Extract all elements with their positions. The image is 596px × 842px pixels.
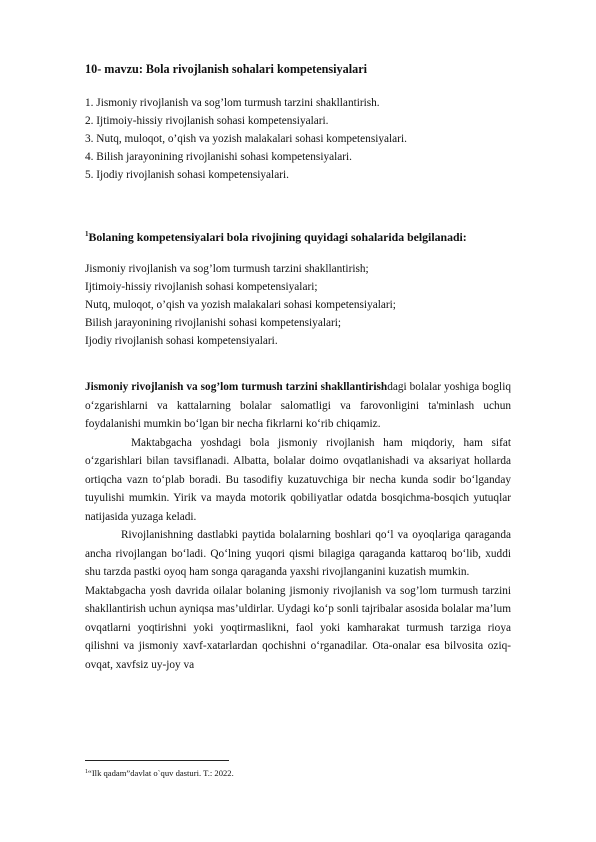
area-item: Nutq, muloqot, o’qish va yozish malakalari sohasi kompetensiyalari; bbox=[85, 299, 396, 311]
topic-item: 3. Nutq, muloqot, o’qish va yozish malakalari sohasi kompetensiyalari. bbox=[85, 133, 407, 145]
footnote-text: “Ilk qadam”davlat o`quv dasturi. T.: 2022. bbox=[88, 768, 234, 778]
section-heading bbox=[85, 230, 467, 245]
topic-item: 1. Jismoniy rivojlanish va sog’lom turmush tarzini shakllantirish. bbox=[85, 97, 380, 109]
section-heading-text: Bolaning kompetensiyalari bola rivojining quyidagi sohalarida belgilanadi: bbox=[88, 230, 467, 244]
body-text bbox=[85, 378, 511, 674]
paragraph: Rivojlanishning dastlabki paytida bolalarning boshlari qo‘l va oyoqlariga qaraganda ancha rivojlangan bo‘ladi. Qo‘lning yuqori qismi bilagiga qaraganda kattaroq bo‘lib, xuddi shu tarzda pastki oyoq ham songa qaraganda yaxshi rivojlanganini kuzatish mumkin. bbox=[85, 529, 511, 578]
paragraph bbox=[85, 378, 511, 434]
area-item: Bilish jarayonining rivojlanishi sohasi kompetensiyalari; bbox=[85, 317, 342, 329]
topic-list bbox=[85, 94, 407, 184]
footnote bbox=[85, 768, 234, 778]
topic-item: 4. Bilish jarayonining rivojlanishi sohasi kompetensiyalari. bbox=[85, 151, 353, 163]
area-item: Jismoniy rivojlanish va sog’lom turmush tarzini shakllantirish; bbox=[85, 263, 369, 275]
paragraph: Maktabgacha yosh davrida oilalar bolaning jismoniy rivojlanish va sog’lom turmush tarzini shakllantirish uchun ayniqsa mas’uldirlar. Uydagi ko‘p sonli tajribalar asosida bolalar ma’lum ovqatlarni yoqtirishni yoki yoqtirmaslikni, faol yoki kamharakat turmush tarziga rioya qilishni va jismoniy xavf-xatarlardan qochishni o‘rganadilar. Ota-onalar esa bilvosita oziq-ovqat, xavfsiz uy-joy va bbox=[85, 584, 511, 671]
bold-lead: Jismoniy rivojlanish va sog’lom turmush tarzini shakllantirish bbox=[85, 381, 388, 393]
footnote-marker: 1 bbox=[85, 230, 89, 238]
footnote-number: 1 bbox=[85, 769, 88, 775]
paragraph-text: dagi bolalar yoshiga bogliq o‘zgarishlarni va kattalarning bolalar salomatligi va farovonligini ta'minlash uchun foydalanishi mumkin bo‘lgan bir necha fikrlarni ko‘rib chiqamiz. bbox=[85, 381, 511, 430]
area-list bbox=[85, 260, 396, 350]
topic-item: 2. Ijtimoiy-hissiy rivojlanish sohasi kompetensiyalari. bbox=[85, 115, 329, 127]
area-item: Ijodiy rivojlanish sohasi kompetensiyalari. bbox=[85, 335, 278, 347]
topic-item: 5. Ijodiy rivojlanish sohasi kompetensiyalari. bbox=[85, 169, 289, 181]
paragraph: Maktabgacha yoshdagi bola jismoniy rivojlanish ham miqdoriy, ham sifat o‘zgarishlari bilan tavsiflanadi. Albatta, bolalar doimo ovqatlanishadi va aksariyat hollarda ortiqcha vazn to‘plab boradi. Bu tasodifiy kuzatuvchiga bir necha kunda sodir bo‘lganday tuyulishi mumkin. Yirik va mayda motorik qobiliyatlar odatda bosqichma-bosqich yutuqlar natijasida yuzaga keladi. bbox=[85, 436, 511, 523]
area-item: Ijtimoiy-hissiy rivojlanish sohasi kompetensiyalari; bbox=[85, 281, 318, 293]
page-title: 10- mavzu: Bola rivojlanish sohalari kompetensiyalari bbox=[85, 62, 368, 76]
footnote-divider bbox=[85, 760, 229, 761]
